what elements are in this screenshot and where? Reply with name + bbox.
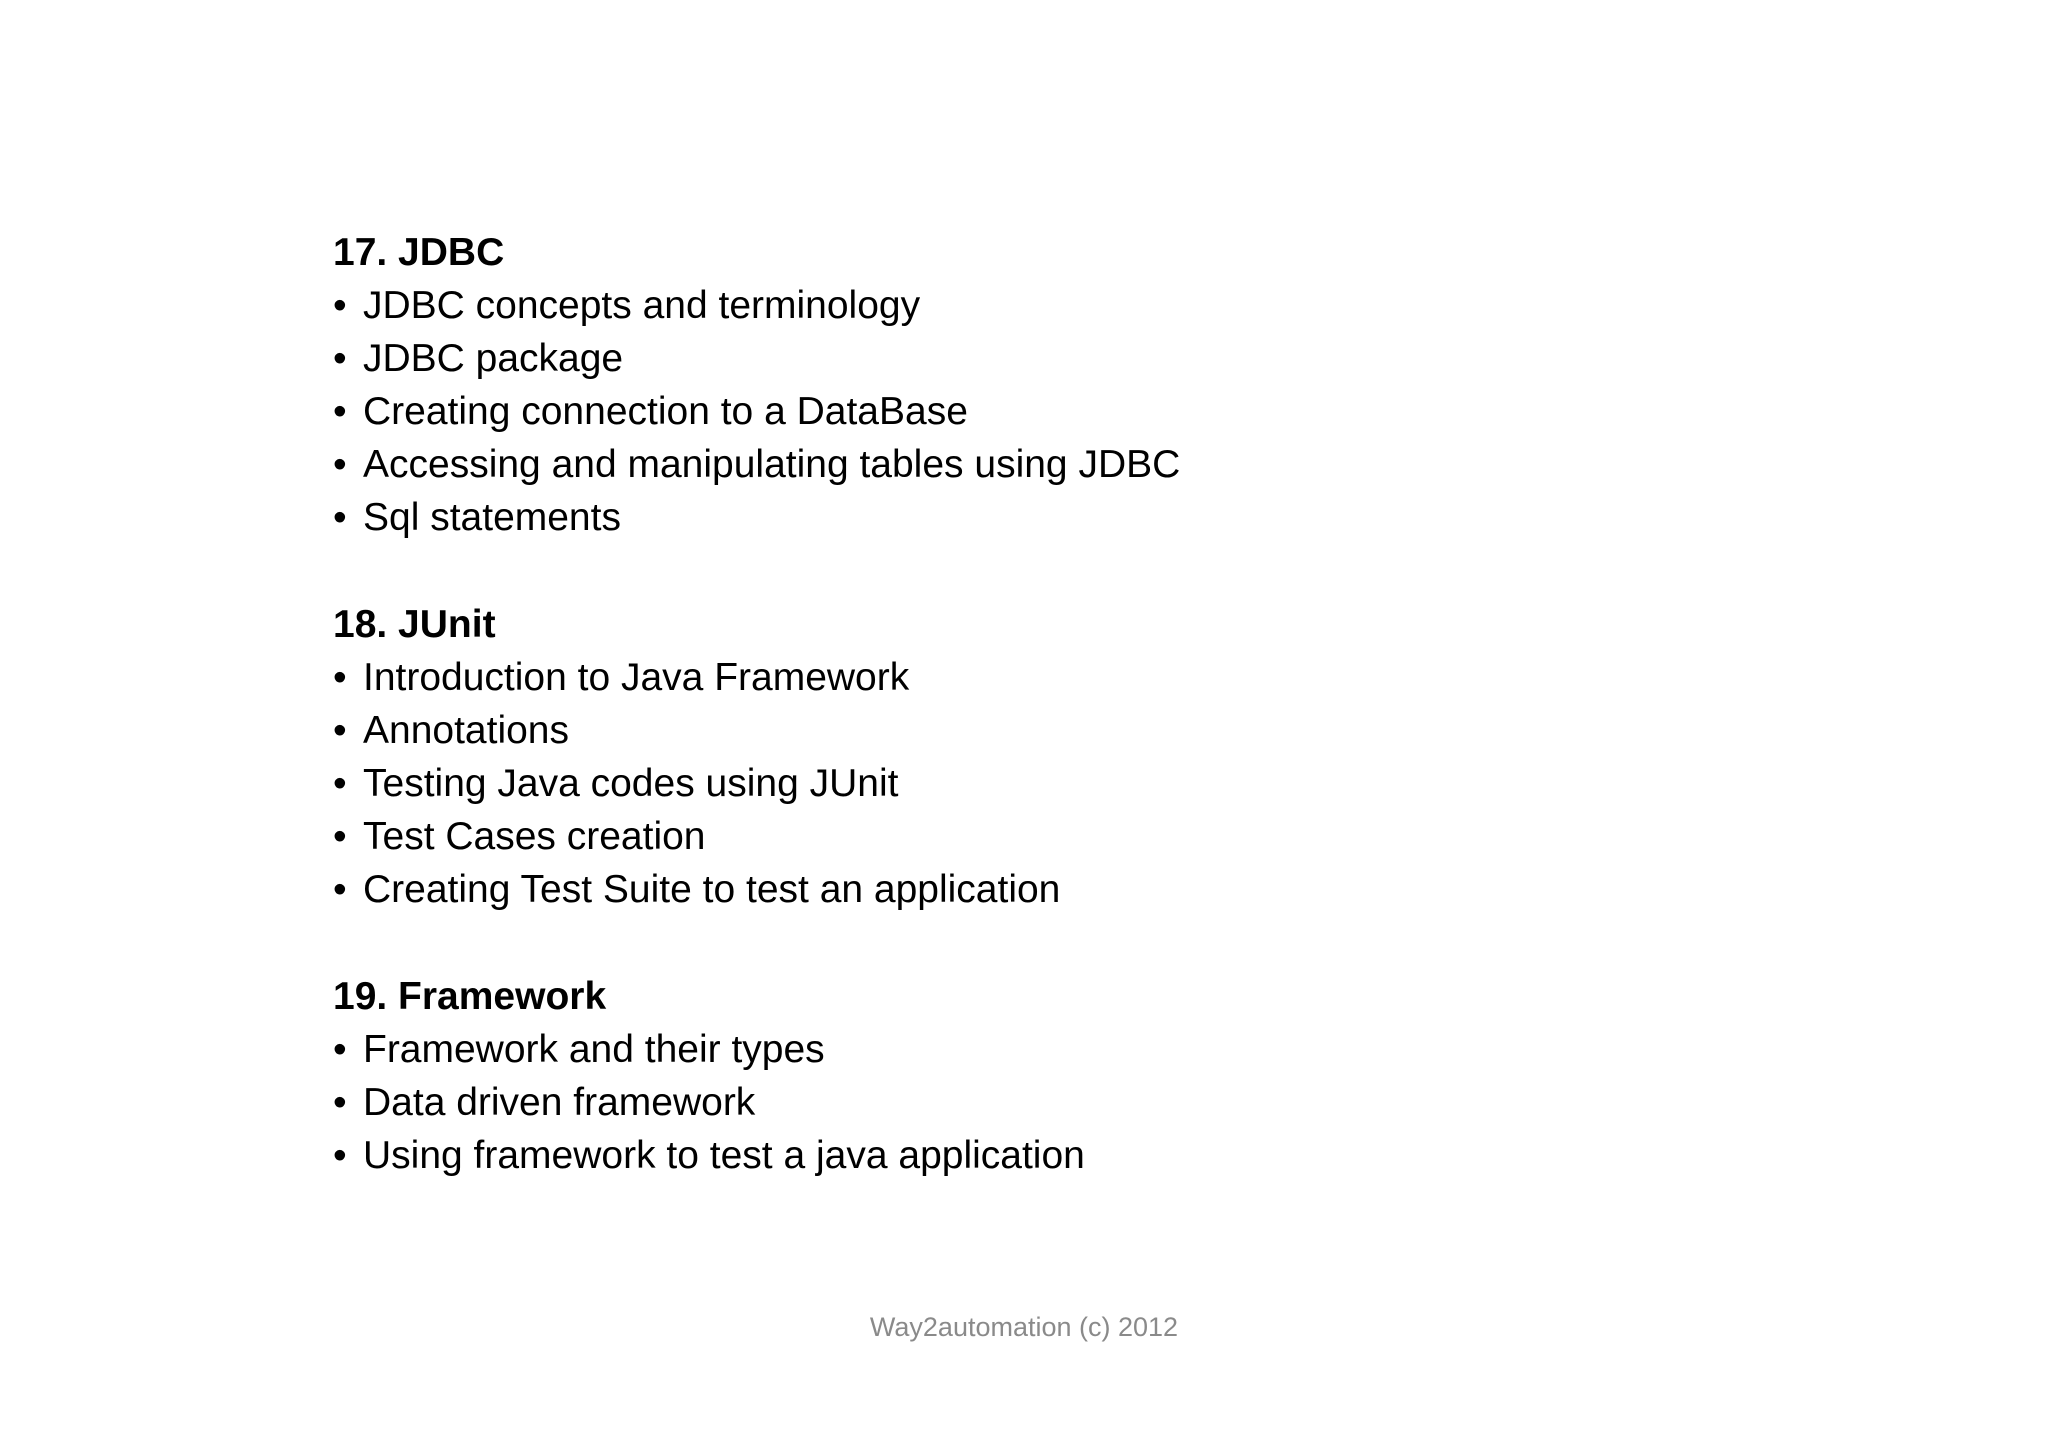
- bullet-icon: •: [333, 390, 347, 433]
- bullet-text: Data driven framework: [363, 1081, 756, 1124]
- bullet-item: [333, 279, 1733, 332]
- bullet-item: [333, 491, 1733, 544]
- bullet-icon: •: [333, 284, 347, 327]
- bullet-text: Creating Test Suite to test an application: [363, 868, 1061, 911]
- bullet-item: [333, 438, 1733, 491]
- bullet-text: Testing Java codes using JUnit: [363, 762, 899, 805]
- bullet-icon: •: [333, 868, 347, 911]
- bullet-text: JDBC concepts and terminology: [363, 284, 921, 327]
- bullet-icon: •: [333, 1028, 347, 1071]
- bullet-icon: •: [333, 762, 347, 805]
- bullet-item: [333, 704, 1733, 757]
- section-framework: [333, 970, 1733, 1182]
- bullet-item: [333, 1023, 1733, 1076]
- bullet-icon: •: [333, 709, 347, 752]
- bullet-item: [333, 332, 1733, 385]
- section-junit: [333, 598, 1733, 916]
- bullet-list: [333, 651, 1733, 916]
- bullet-icon: •: [333, 443, 347, 486]
- bullet-icon: •: [333, 1134, 347, 1177]
- section-jdbc: [333, 226, 1733, 544]
- bullet-item: [333, 385, 1733, 438]
- bullet-item: [333, 1076, 1733, 1129]
- bullet-icon: •: [333, 496, 347, 539]
- bullet-text: Test Cases creation: [363, 815, 706, 858]
- slide-content: [333, 226, 1733, 1236]
- section-title: 19. Framework: [333, 975, 607, 1018]
- bullet-list: [333, 1023, 1733, 1182]
- bullet-item: [333, 651, 1733, 704]
- section-title: 17. JDBC: [333, 231, 505, 274]
- section-title: 18. JUnit: [333, 603, 496, 646]
- bullet-text: Sql statements: [363, 496, 621, 539]
- bullet-item: [333, 1129, 1733, 1182]
- bullet-item: [333, 757, 1733, 810]
- bullet-text: Framework and their types: [363, 1028, 825, 1071]
- bullet-icon: •: [333, 815, 347, 858]
- bullet-icon: •: [333, 1081, 347, 1124]
- bullet-icon: •: [333, 337, 347, 380]
- bullet-text: Introduction to Java Framework: [363, 656, 910, 699]
- bullet-text: JDBC package: [363, 337, 624, 380]
- bullet-icon: •: [333, 656, 347, 699]
- bullet-text: Accessing and manipulating tables using JDBC: [363, 443, 1181, 486]
- bullet-text: Creating connection to a DataBase: [363, 390, 968, 433]
- bullet-list: [333, 279, 1733, 544]
- bullet-item: [333, 863, 1733, 916]
- footer-copyright: Way2automation (c) 2012: [869, 1312, 1179, 1342]
- bullet-text: Using framework to test a java application: [363, 1134, 1085, 1177]
- bullet-text: Annotations: [363, 709, 569, 752]
- bullet-item: [333, 810, 1733, 863]
